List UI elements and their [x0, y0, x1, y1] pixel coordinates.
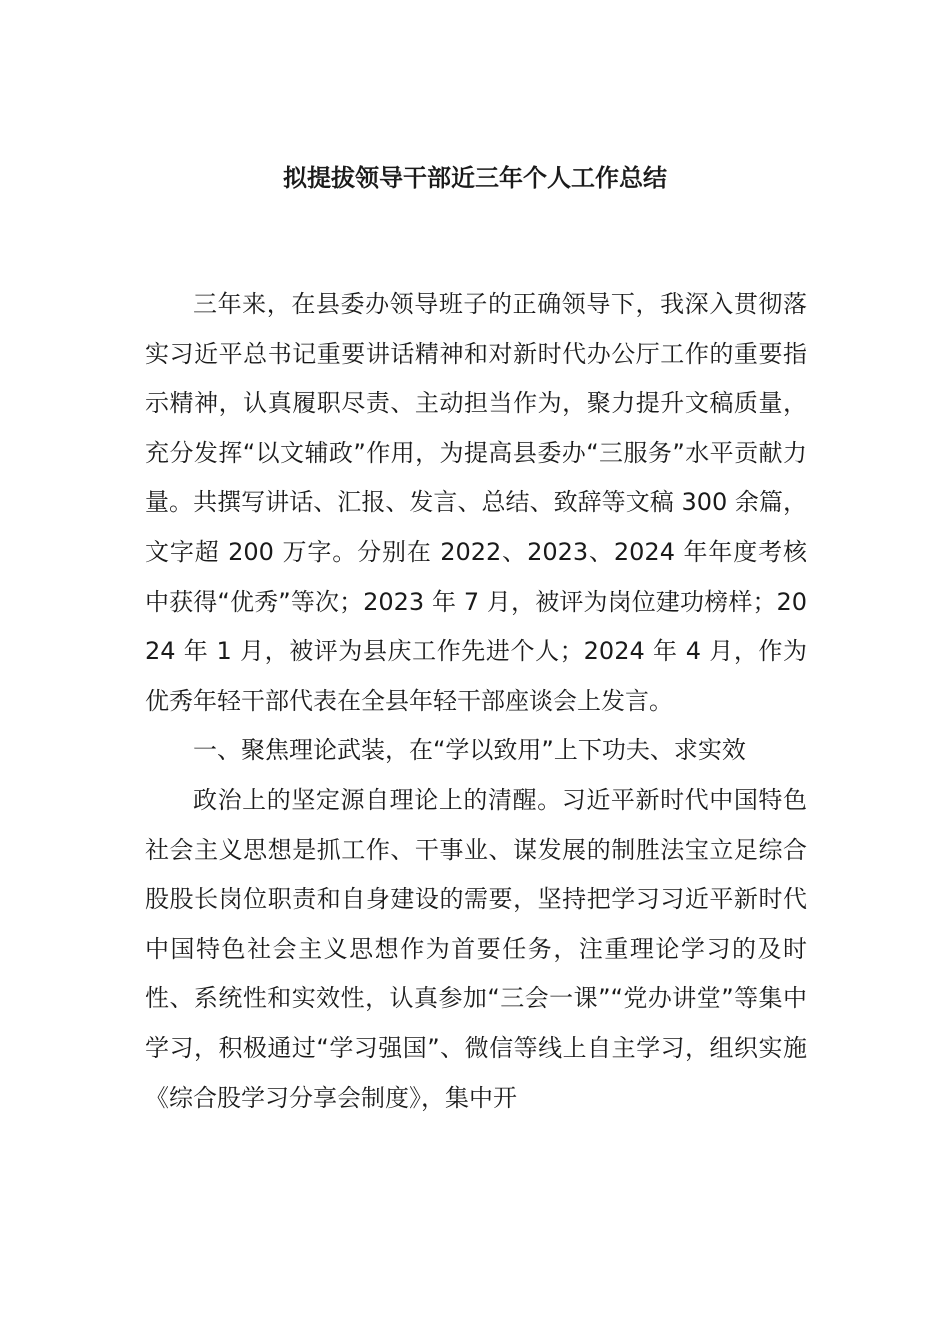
document-title: 拟提拔领导干部近三年个人工作总结 — [283, 164, 667, 192]
section-heading-1: 一、聚焦理论武装，在“学以致用”上下功夫、求实效 — [193, 736, 746, 765]
intro-paragraph: 三年来，在县委办领导班子的正确领导下，我深入贯彻落实习近平总书记重要讲话精神和对新时代办公厅工作的重要指示精神，认真履职尽责、主动担当作为，聚力提升文稿质量，充分发挥“以文辅政”作用，为提高县委办“三服务”水平贡献力量。共撰写讲话、汇报、发言、总结、致辞等文稿 300 余篇，文字超 200 万字。分别在 2022、2023、2024 年年度考核中获得“优秀”等次；2023 年 7 月，被评为岗位建功榜样；2024 年 1 月，被评为县庆工作先进个人；2024 年 4 月，作为优秀年轻干部代表在全县年轻干部座谈会上发言。 — [145, 290, 807, 715]
document-body — [145, 280, 807, 1123]
section-1-paragraph: 政治上的坚定源自理论上的清醒。习近平新时代中国特色社会主义思想是抓工作、干事业、谋发展的制胜法宝立足综合股股长岗位职责和自身建设的需要，坚持把学习习近平新时代中国特色社会主义思想作为首要任务，注重理论学习的及时性、系统性和实效性，认真参加“三会一课”“党办讲堂”等集中学习，积极通过“学习强国”、微信等线上自主学习，组织实施《综合股学习分享会制度》，集中开 — [145, 785, 807, 1112]
